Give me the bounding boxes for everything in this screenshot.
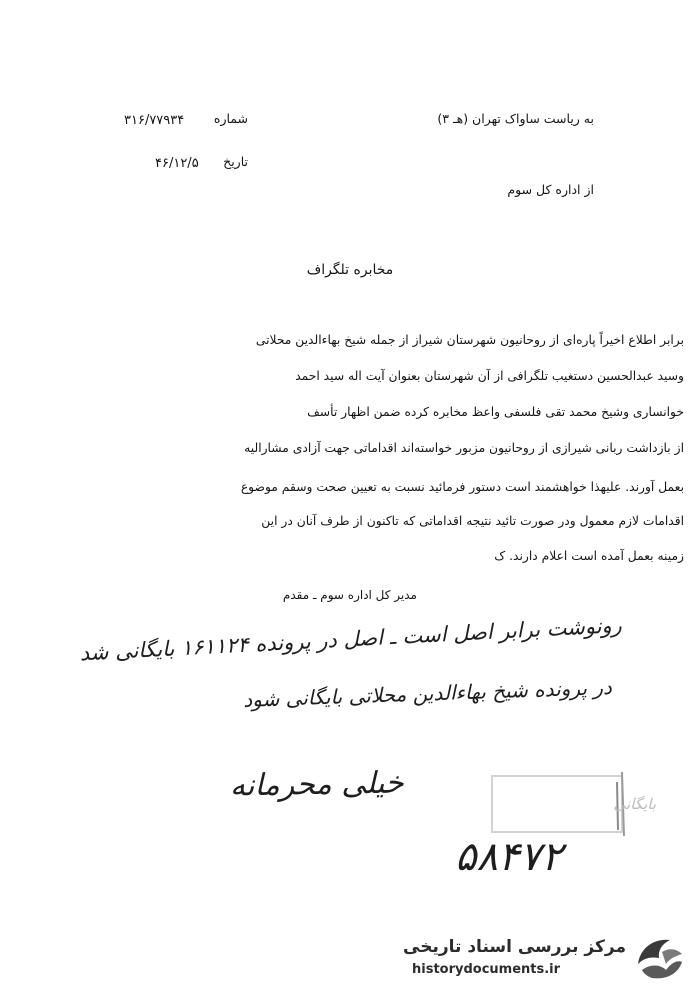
archive-stamp-text: بایگانی: [613, 795, 656, 813]
body-line: بعمل آورند. علیهذا خواهشمند است دستور فرمائید نسبت به تعیین صحت وسقم موضوع: [240, 480, 684, 494]
body-line: وسید عبدالحسین دستغیب تلگرافی از آن شهرستان بعنوان آیت اله سید احمد: [295, 369, 684, 383]
handwritten-classification: خیلی محرمانه: [230, 765, 405, 804]
number-value: ۳۱۶/۷۷۹۳۴: [124, 113, 185, 128]
watermark-url: historydocuments.ir: [412, 962, 561, 977]
addressee: به ریاست ساواک تهران (هـ ۳): [437, 111, 594, 126]
watermark-title: مرکز بررسی اسناد تاریخی: [403, 937, 626, 957]
archive-logo-icon: [632, 934, 686, 982]
body-line: از بازداشت ربانی شیرازی از روحانیون مزبور خواسته‌اند اقداماتی جهت آزادی مشارالیه: [244, 441, 684, 455]
signature-title: مدیر کل اداره سوم ـ مقدم: [282, 588, 417, 602]
body-line: برابر اطلاع اخیراً پاره‌ای از روحانیون شهرستان شیراز از جمله شیخ بهاءالدین محلاتی: [255, 333, 684, 347]
date-value: ۴۶/۱۲/۵: [155, 156, 199, 171]
body-line: خوانساری وشیخ محمد تقی فلسفی واعظ مخابره کرده ضمن اظهار تأسف: [307, 405, 684, 419]
handwritten-note-copy: رونوشت برابر اصل است ـ اصل در پرونده ۱۶۱۱۲۴ بایگانی شد: [79, 613, 623, 666]
archive-stamp: [488, 768, 630, 840]
date-label: تاریخ: [223, 154, 248, 169]
sender: از اداره کل سوم: [507, 182, 594, 197]
number-label: شماره: [213, 111, 248, 126]
archive-number: ۵۸۴۷۲: [455, 834, 563, 880]
subject-heading: مخابره تلگراف: [306, 262, 394, 278]
body-line: اقدامات لازم معمول ودر صورت تائید نتیجه اقداماتی که تاکنون از طرف آنان در این: [261, 514, 684, 528]
body-line: زمینه بعمل آمده است اعلام دارند. ک: [494, 549, 684, 563]
handwritten-note-archive: در پرونده شیخ بهاءالدین محلاتی بایگانی شود: [242, 675, 613, 712]
